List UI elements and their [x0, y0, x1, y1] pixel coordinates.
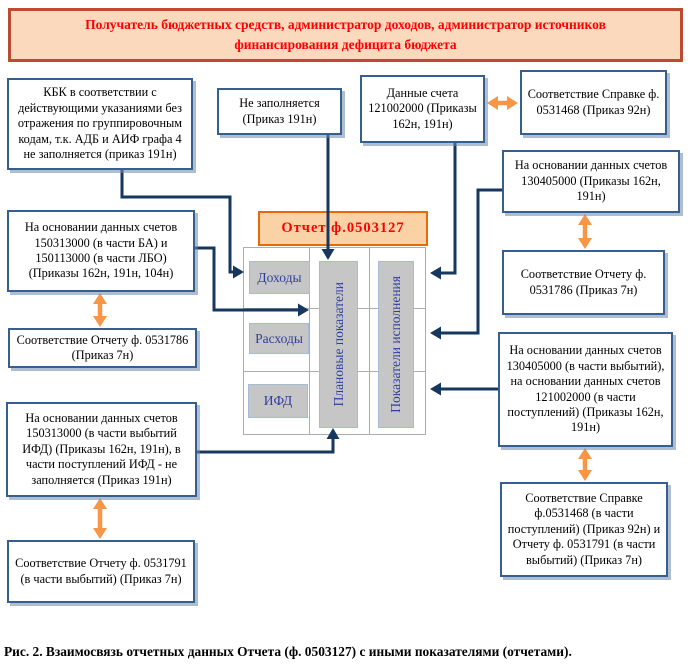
double-arrow-balbo-786-icon: [93, 293, 107, 327]
box-sootvetstvie-0531786-left: Соответствие Отчету ф. 0531786 (Приказ 7н): [8, 328, 197, 368]
report-table: [243, 247, 426, 435]
double-arrow-dannye-468-icon: [487, 96, 518, 110]
arrowhead-left-icon: [430, 327, 441, 340]
box-osnovanie-130405000-121002000: На основании данных счетов 130405000 (в части выбытий), на основании данных счетов 121002000 (в части поступлений) (Приказы 162н, 191н): [498, 332, 673, 447]
double-arrow-r3-r4-icon: [578, 448, 592, 481]
column-plan-label: Плановые показатели: [330, 282, 346, 407]
row-label-dohody: Доходы: [249, 261, 310, 294]
box-sootvetstvie-0531468-0531791: Соответствие Справке ф.0531468 (в части поступлений) (Приказ 92н) и Отчету ф. 0531791 (в части выбытий) (Приказ 7н): [500, 482, 668, 577]
arrowhead-left-icon: [430, 383, 441, 396]
box-osnovanie-130405000: На основании данных счетов 130405000 (Приказы 162н, 191н): [502, 150, 680, 213]
column-execution-indicators: [378, 261, 414, 428]
connector-dannye-to-execution: [430, 143, 455, 280]
double-arrow-ifd-791-icon: [93, 498, 107, 539]
table-grid-line: [369, 248, 370, 434]
box-osnovanie-vybytiy-ifd: На основании данных счетов 150313000 (в части выбытий ИФД) (Приказы 162н, 191н), в части поступлений ИФД - не заполняется (Приказ 191н): [6, 402, 197, 497]
figure-caption: Рис. 2. Взаимосвязь отчетных данных Отчета (ф. 0503127) с иными показателями (отчетами).: [4, 644, 572, 659]
box-kbk: КБК в соответствии с действующими указаниями без отражения по группировочным кодам, т.к. АДБ и АИФ графа 4 не заполняется (приказ 191н): [7, 78, 193, 170]
column-plan-indicators: [319, 261, 358, 428]
connector-r3-to-execution: [430, 383, 498, 396]
row-label-ifd: ИФД: [248, 384, 308, 418]
box-osnovanie-ba-lbo: На основании данных счетов 150313000 (в части БА) и 150113000 (в части ЛБО) (Приказы 162н, 191н, 104н): [7, 210, 195, 292]
arrowhead-left-icon: [430, 267, 441, 280]
connector-130405000-to-execution: [430, 190, 502, 340]
column-execution-label: Показатели исполнения: [388, 276, 403, 413]
box-ne-zapolnyaetsya: Не заполняется (Приказ 191н): [217, 88, 342, 135]
double-arrow-r1-r2-icon: [578, 214, 592, 249]
box-sootvetstvie-0531791: Соответствие Отчету ф. 0531791 (в части выбытий) (Приказ 7н): [7, 540, 195, 603]
header-banner: Получатель бюджетных средств, администратор доходов, администратор источников финансирования дефицита бюджета: [8, 8, 683, 62]
report-title: Отчет ф.0503127: [258, 211, 428, 246]
row-label-rashody: Расходы: [249, 323, 309, 354]
box-dannye-scheta: Данные счета 121002000 (Приказы 162н, 191н): [360, 75, 485, 143]
box-sootvetstvie-spravke-0531468: Соответствие Справке ф. 0531468 (Приказ 92н): [520, 70, 667, 135]
box-sootvetstvie-0531786-right: Соответствие Отчету ф. 0531786 (Приказ 7н): [502, 250, 665, 315]
